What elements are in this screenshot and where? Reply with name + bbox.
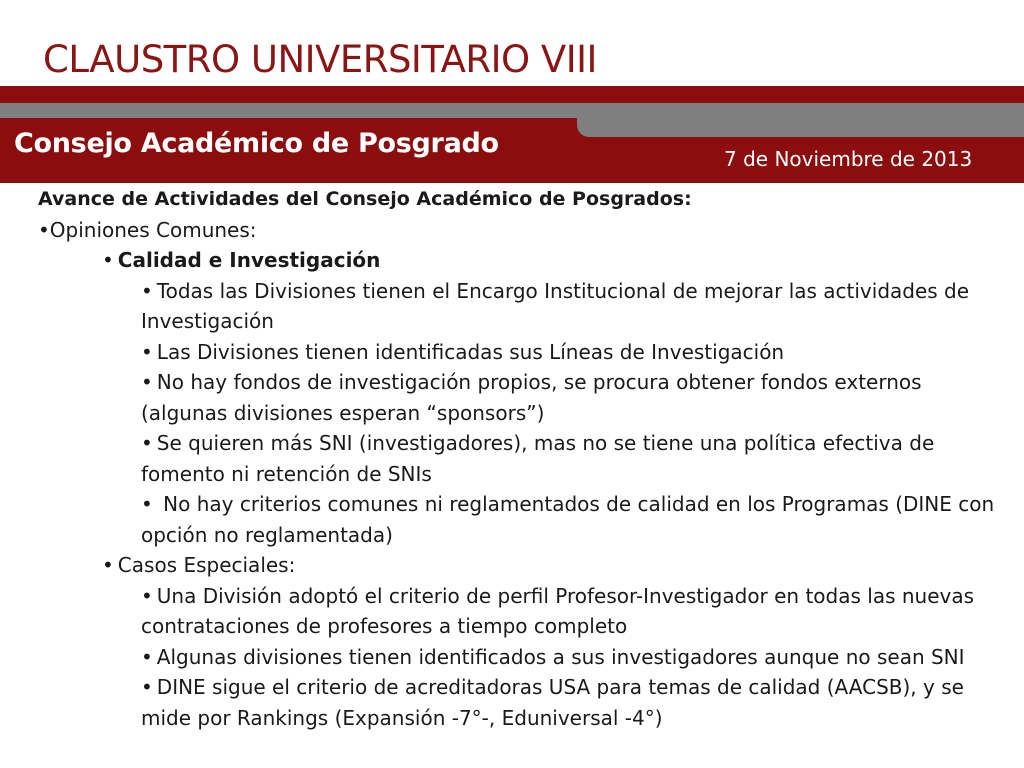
list-item-text: Las Divisiones tienen identificadas sus Líneas de Investigación xyxy=(156,339,785,364)
list-item-text: DINE sigue el criterio de acreditadoras USA para temas de calidad (AACSB), y se mide por Rankings (Expansión -7°-, Eduniversal -4°) xyxy=(141,675,964,730)
list-item-label: Opiniones Comunes: xyxy=(49,217,257,242)
list-item-text: Algunas divisiones tienen identificados a sus investigadores aunque no sean SNI xyxy=(156,644,965,669)
bullet: • xyxy=(141,583,153,608)
list-item-text: Todas las Divisiones tienen el Encargo Institucional de mejorar las actividades de Investigación xyxy=(141,278,970,333)
list-item xyxy=(38,642,1013,673)
presentation-title: CLAUSTRO UNIVERSITARIO VIII xyxy=(43,38,597,81)
list-item-text: Se quieren más SNI (investigadores), mas no se tiene una política efectiva de fomento ni retención de SNIs xyxy=(141,431,935,486)
bullet: • xyxy=(102,248,114,272)
bullet: • xyxy=(38,217,50,242)
bullet: • xyxy=(141,370,153,394)
list-item-text: Una División adoptó el criterio de perfil Profesor-Investigador en todas las nuevas contrataciones de profesores a tiempo completo xyxy=(141,583,975,638)
list-item xyxy=(38,428,1013,489)
slide-subtitle: Consejo Académico de Posgrado xyxy=(14,128,499,159)
list-item xyxy=(38,489,1013,550)
list-item-casos xyxy=(38,550,1013,581)
list-item-text: No hay fondos de investigación propios, se procura obtener fondos externos (algunas divisiones esperan “sponsors”) xyxy=(141,370,922,425)
bullet: • xyxy=(141,339,153,364)
bullet: • xyxy=(141,431,153,455)
list-item-label: Calidad e Investigación xyxy=(117,248,381,272)
list-item-calidad xyxy=(38,245,1013,276)
list-item xyxy=(38,337,1013,368)
bullet: • xyxy=(141,675,153,699)
list-item-opiniones xyxy=(38,215,1013,246)
bullet: • xyxy=(102,553,114,577)
list-item-label: Casos Especiales: xyxy=(117,553,296,577)
section-heading: Avance de Actividades del Consejo Académico de Posgrados: xyxy=(38,188,692,210)
bullet: • xyxy=(141,492,153,516)
list-item-text: No hay criterios comunes ni reglamentados de calidad en los Programas (DINE con opción no reglamentada) xyxy=(141,492,1001,547)
header-band-thin xyxy=(0,86,1024,104)
slide-body xyxy=(38,184,1013,733)
list-item xyxy=(38,276,1013,337)
header-grey-tab xyxy=(577,103,1024,137)
bullet: • xyxy=(141,278,153,303)
slide-date: 7 de Noviembre de 2013 xyxy=(724,147,973,171)
bullet: • xyxy=(141,644,153,669)
list-item xyxy=(38,672,1013,733)
list-item xyxy=(38,581,1013,642)
list-item xyxy=(38,367,1013,428)
